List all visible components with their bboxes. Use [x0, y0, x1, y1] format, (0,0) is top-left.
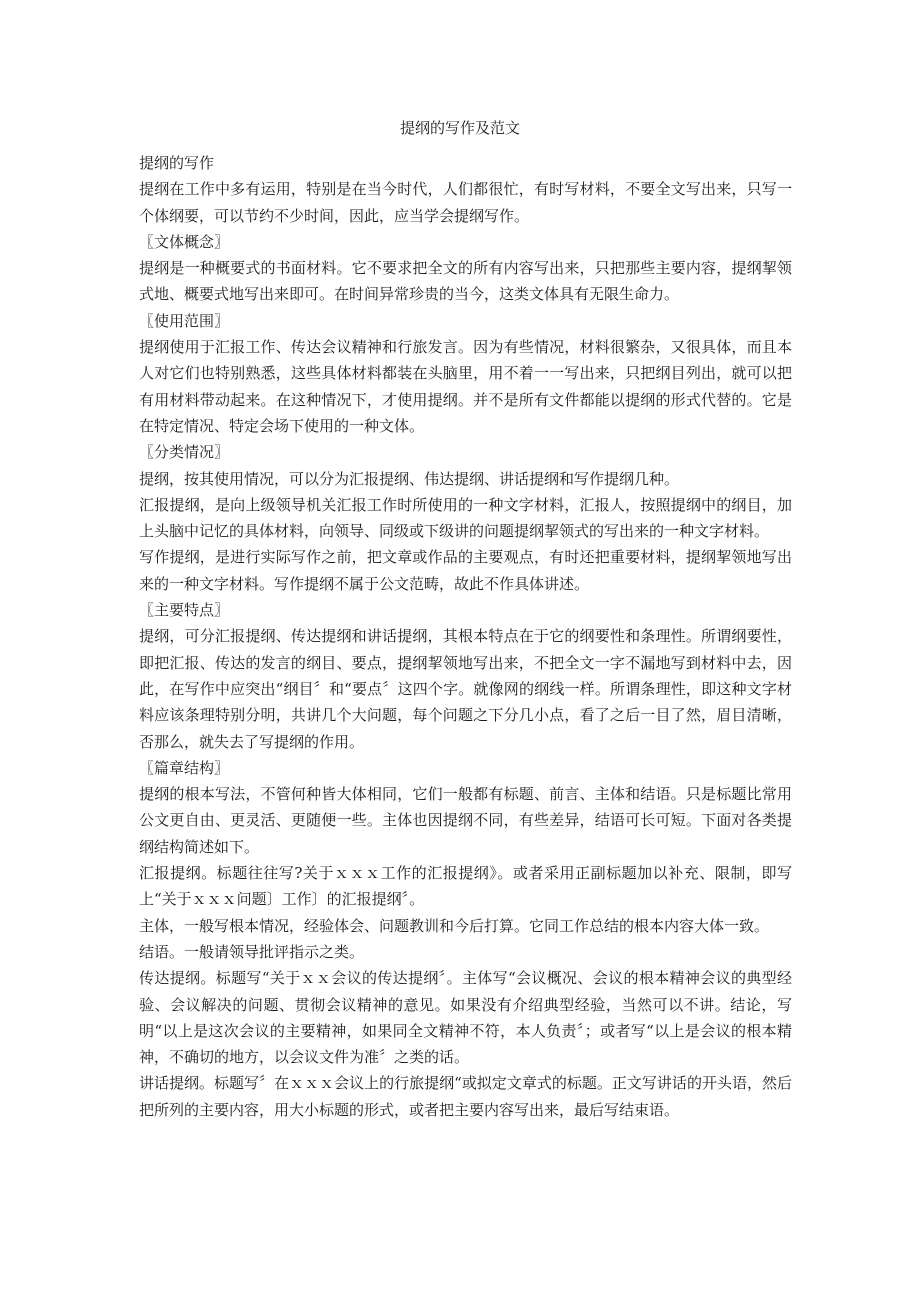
paragraph: 提纲的根本写法，不管何种皆大体相同，它们一般都有标题、前言、主体和结语。只是标题比常用公文更自由、更灵活、更随便一些。主体也因提纲不同，有些差异，结语可长可短。下面对各类提纲结构简述如下。: [139, 785, 792, 856]
paragraph: 提纲，按其使用情况，可以分为汇报提纲、伟达提纲、讲话提纲和写作提纲几种。: [139, 469, 680, 488]
paragraph: 传达提纲。标题写“关于ｘｘ会议的传达提纲〞。主体写“会议概况、会议的根本精神会议的典型经验、会议解决的问题、贯彻会议精神的意见。如果没有介绍典型经验，当然可以不讲。结论，写明“以上是这次会议的主要精神，如果同全文精神不符，本人负责〞；或者写“以上是会议的根本精神，不确切的地方，以会议文件为准〞之类的话。: [139, 969, 792, 1067]
paragraph: 写作提纲，是进行实际写作之前，把文章或作品的主要观点，有时还把重要材料，提纲挈领地写出来的一种文字材料。写作提纲不属于公文范畴，故此不作具体讲述。: [139, 548, 792, 593]
document-title: 提纲的写作及范文: [399, 119, 520, 137]
section-heading: 〖篇章结构〗: [139, 758, 230, 777]
paragraph: 讲话提纲。标题写〞在ｘｘｘ会议上的行旅提纲“或拟定文章式的标题。正文写讲话的开头语，然后把所列的主要内容，用大小标题的形式，或者把主要内容写出来，最后写结束语。: [139, 1074, 792, 1119]
paragraph: 提纲是一种概要式的书面材料。它不要求把全文的所有内容写出来，只把那些主要内容，提纲挈领式地、概要式地写出来即可。在时间异常珍贵的当今，这类文体具有无限生命力。: [139, 259, 792, 304]
document-body: [139, 150, 792, 1123]
paragraph: 汇报提纲。标题往往写?关于ｘｘｘ工作的汇报提纲》。或者采用正副标题加以补充、限制，即写上“关于ｘｘｘ问题〕工作〕的汇报提纲〞。: [139, 864, 792, 909]
section-heading: 〖文体概念〗: [139, 232, 230, 251]
paragraph: 结语。一般请领导批评指示之类。: [139, 942, 365, 961]
section-heading: 〖分类情况〗: [139, 443, 230, 462]
paragraph: 主体，一般写根本情况，经验体会、问题教训和今后打算。它同工作总结的根本内容大体一致。: [139, 916, 770, 935]
paragraph: 提纲在工作中多有运用，特别是在当今时代，人们都很忙，有时写材料，不要全文写出来，只写一个体纲要，可以节约不少时间，因此，应当学会提纲写作。: [139, 180, 792, 225]
paragraph: 提纲，可分汇报提纲、传达提纲和讲话提纲，其根本特点在于它的纲要性和条理性。所谓纲要性，即把汇报、传达的发言的纲目、要点，提纲挈领地写出来，不把全文一字不漏地写到材料中去，因此，在写作中应突出“纲目〞和“要点〞这四个字。就像网的纲线一样。所谓条理性，即这种文字材料应该条理特别分明，共讲几个大问题，每个问题之下分几小点，看了之后一目了然，眉目清晰，否那么，就失去了写提纲的作用。: [139, 627, 792, 751]
section-heading: 〖主要特点〗: [139, 601, 230, 620]
section-heading: 〖使用范围〗: [139, 311, 230, 330]
section-title: 提纲的写作: [139, 154, 215, 172]
paragraph: 汇报提纲，是向上级领导机关汇报工作时所使用的一种文字材料，汇报人，按照提纲中的纲目，加上头脑中记忆的具体材料，向领导、同级或下级讲的问题提纲挈领式的写出来的一种文字材料。: [139, 495, 792, 541]
paragraph: 提纲使用于汇报工作、传达会议精神和行旅发言。因为有些情况，材料很繁杂，又很具体，而且本人对它们也特别熟悉，这些具体材料都装在头脑里，用不着一一写出来，只把纲目列出，就可以把有用材料带动起来。在这种情况下，才使用提纲。并不是所有文件都能以提纲的形式代替的。它是在特定情况、特定会场下使用的一种文体。: [139, 338, 792, 435]
